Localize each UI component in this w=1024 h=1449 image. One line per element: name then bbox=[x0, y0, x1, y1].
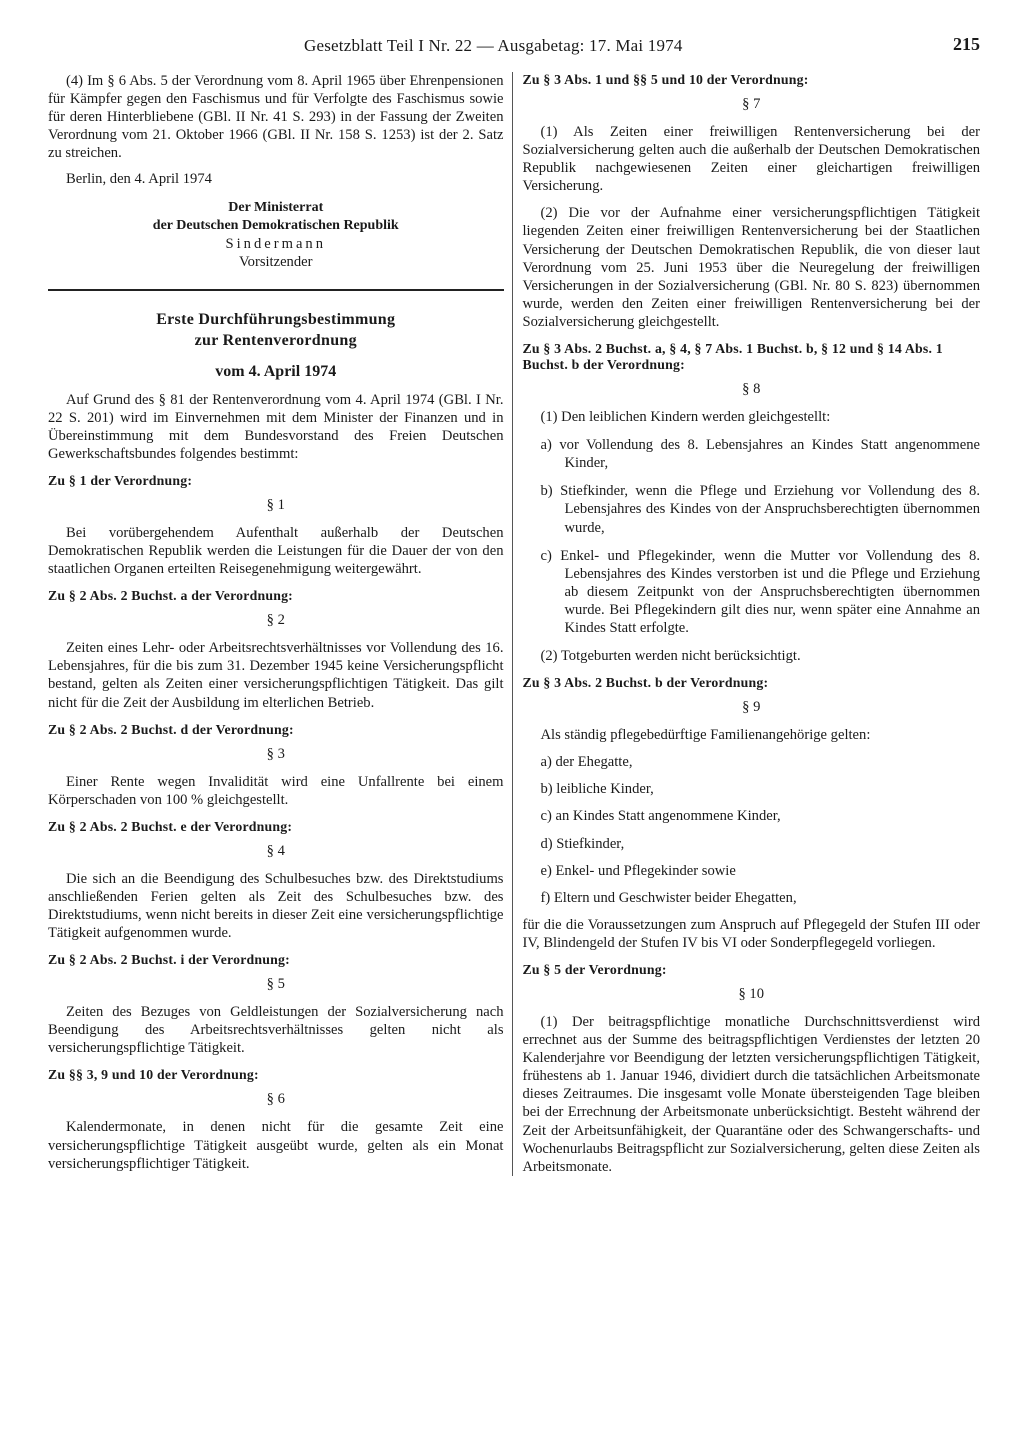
reference-heading-6: Zu §§ 3, 9 und 10 der Verordnung: bbox=[48, 1067, 259, 1083]
reference-heading-10: Zu § 5 der Verordnung: bbox=[522, 962, 667, 977]
section-text-7-1: (1) Als Zeiten einer freiwilligen Rentenversicherung bei der Sozialversicherung gelten auch die außerhalb der Deutschen Demokratischen Republik nachgewiesenen Zeiten einer gleichartigen freiwilligen Versicherung. bbox=[522, 124, 980, 195]
reference-heading-3: Zu § 2 Abs. 2 Buchst. d der Verordnung: bbox=[48, 721, 294, 737]
date-line: Berlin, den 4. April 1974 bbox=[66, 171, 212, 188]
section-number-2: § 2 bbox=[266, 612, 285, 629]
reference-heading-8: Zu § 3 Abs. 2 Buchst. a, § 4, § 7 Abs. 1 Buchst. b, § 12 und § 14 Abs. 1 Buchst. b der Verordnung: bbox=[522, 341, 943, 373]
section-text-8-1: (1) Den leiblichen Kindern werden gleichgestellt: bbox=[540, 409, 831, 426]
running-header: Gesetzblatt Teil I Nr. 22 — Ausgabetag: 17. Mai 1974 bbox=[304, 36, 683, 55]
reference-heading-5: Zu § 2 Abs. 2 Buchst. i der Verordnung: bbox=[48, 952, 290, 968]
section-text-8-2: (2) Totgeburten werden nicht berücksichtigt. bbox=[540, 648, 801, 665]
signature-org-line-1: Der Ministerrat bbox=[228, 199, 324, 215]
section-number-6: § 6 bbox=[266, 1091, 285, 1108]
section-number-3: § 3 bbox=[266, 745, 285, 762]
regulation-title bbox=[48, 309, 504, 381]
two-column-body bbox=[48, 72, 980, 1176]
title-line-1: Erste Durchführungsbestimmung bbox=[156, 310, 396, 328]
section-text-10: (1) Der beitragspflichtige monatliche Durchschnittsverdienst wird errechnet aus der Summe des beitragspflichtigen Verdienstes der letzten 20 Kalenderjahre vor Beendigung der letzten versicherungspflichtigen Tätigkeit, frühestens ab 1. Januar 1946, dividiert durch die tatsächlichen Arbeitsmonate dieses Zeitraumes. Die insgesamt volle Monate übersteigenden Tage bleiben bei der Errechnung der Arbeitsmonate unberücksichtigt. Besteht während der Zeit der Arbeitsunfähigkeit, der Quarantäne oder des Schwangerschafts- und Wochenurlaubs Beitragspflicht zur Sozialversicherung, gelten diese Zeiten als Arbeitsmonate. bbox=[522, 1014, 980, 1175]
section-text-9-end: für die die Voraussetzungen zum Anspruch auf Pflegegeld der Stufen III oder IV, Blindengeld der Stufen IV bis VI oder Sonderpflegegeld vorliegen. bbox=[522, 916, 980, 951]
list-item-8a: a) vor Vollendung des 8. Lebensjahres an Kindes Statt angenommene Kinder, bbox=[540, 437, 980, 472]
section-number-8: § 8 bbox=[742, 381, 761, 398]
reference-heading-7: Zu § 3 Abs. 1 und §§ 5 und 10 der Verordnung: bbox=[522, 72, 809, 87]
section-text-4: Die sich an die Beendigung des Schulbesuches bzw. des Direktstudiums anschließenden Ferien gelten als Zeit des Schulbesuches bzw. des Direktstudiums, wenn nicht bereits in dieser Zeit eine versicherungspflichtige Tätigkeit aufgenommen wurde. bbox=[48, 870, 504, 942]
section-divider bbox=[48, 289, 504, 291]
section-text-6: Kalendermonate, in denen nicht für die gesamte Zeit eine versicherungspflichtige Tätigkeit ausgeübt wurde, gelten als ein Monat versicherungspflichtiger Tätigkeit. bbox=[48, 1119, 504, 1172]
section-number-10: § 10 bbox=[738, 986, 765, 1002]
paragraph-4: (4) Im § 6 Abs. 5 der Verordnung vom 8. April 1965 über Ehrenpensionen für Kämpfer gegen den Faschismus und für Verfolgte des Faschismus sowie für deren Hinterbliebene (GBl. II Nr. 41 S. 293) in der Fassung der Zweiten Verordnung vom 21. Oktober 1966 (GBl. II Nr. 158 S. 1253) ist der 2. Satz zu streichen. bbox=[48, 73, 504, 162]
signature-org-line-2: der Deutschen Demokratischen Republik bbox=[152, 217, 399, 233]
title-date: vom 4. April 1974 bbox=[215, 362, 337, 380]
section-text-3: Einer Rente wegen Invalidität wird eine Unfallrente bei einem Körperschaden von 100 % gleichgestellt. bbox=[48, 773, 504, 808]
list-item-9e: e) Enkel- und Pflegekinder sowie bbox=[540, 862, 736, 879]
page-header bbox=[48, 36, 980, 60]
list-item-9d: d) Stiefkinder, bbox=[540, 835, 625, 852]
section-number-4: § 4 bbox=[266, 842, 285, 859]
section-text-2: Zeiten eines Lehr- oder Arbeitsrechtsverhältnisses vor Vollendung des 16. Lebensjahres, für die bis zum 31. Dezember 1945 keine Versicherungspflicht bestand, gelten als Zeiten einer versicherungspflichtigen Tätigkeit. Das gilt nicht für die Zeit der Ausbildung im elterlichen Betrieb. bbox=[48, 640, 504, 711]
right-column bbox=[512, 72, 981, 1176]
reference-heading-2: Zu § 2 Abs. 2 Buchst. a der Verordnung: bbox=[48, 588, 293, 604]
section-number-5: § 5 bbox=[266, 976, 285, 993]
section-text-1: Bei vorübergehendem Aufenthalt außerhalb der Deutschen Demokratischen Republik werden die Leistungen für die Dauer der von den staatlichen Organen erteilten Reisegenehmigung weitergewährt. bbox=[48, 524, 504, 578]
section-text-9: Als ständig pflegebedürftige Familienangehörige gelten: bbox=[540, 727, 871, 744]
reference-heading-4: Zu § 2 Abs. 2 Buchst. e der Verordnung: bbox=[48, 818, 293, 834]
list-item-9c: c) an Kindes Statt angenommene Kinder, bbox=[540, 808, 781, 825]
signature-name: Sindermann bbox=[225, 235, 327, 252]
list-item-9a: a) der Ehegatte, bbox=[540, 754, 633, 771]
intro-paragraph: Auf Grund des § 81 der Rentenverordnung vom 4. April 1974 (GBl. I Nr. 22 S. 201) wird im Einvernehmen mit dem Minister der Finanzen und in Übereinstimmung mit dem Bundesvorstand des Freien Deutschen Gewerkschaftsbundes folgendes bestimmt: bbox=[48, 391, 504, 462]
list-item-9f: f) Eltern und Geschwister beider Ehegatten, bbox=[540, 889, 797, 906]
section-number-9: § 9 bbox=[742, 699, 761, 716]
list-item-9b: b) leibliche Kinder, bbox=[540, 781, 654, 798]
signature-role: Vorsitzender bbox=[239, 253, 313, 270]
reference-heading-1: Zu § 1 der Verordnung: bbox=[48, 472, 193, 488]
section-text-5: Zeiten des Bezuges von Geldleistungen der Sozialversicherung nach Beendigung des Arbeitsrechtsverhältnisses gelten nicht als versicherungspflichtige Tätigkeit. bbox=[48, 1004, 504, 1057]
section-text-7-2: (2) Die vor der Aufnahme einer versicherungspflichtigen Tätigkeit liegenden Zeiten einer freiwilligen Rentenversicherung bei der Staatlichen Versicherung der Deutschen Demokratischen Republik, die von dieser laut Verordnung vom 25. Juni 1953 über die Neuregelung der freiwilligen Versicherungen in der Sozialversicherung (GBl. Nr. 80 S. 823) übernommen wurde, werden den Zeiten einer freiwilligen Rentenversicherung bei der Sozialversicherung gleichgestellt. bbox=[522, 205, 980, 330]
page-number: 215 bbox=[953, 34, 980, 54]
reference-heading-9: Zu § 3 Abs. 2 Buchst. b der Verordnung: bbox=[522, 675, 769, 691]
left-column bbox=[48, 72, 512, 1176]
title-line-2: zur Rentenverordnung bbox=[194, 331, 357, 349]
list-item-8b: b) Stiefkinder, wenn die Pflege und Erziehung vor Vollendung des 8. Lebensjahres des Kindes von der Anspruchsberechtigten übernommen wurde, bbox=[540, 483, 980, 536]
signature-block bbox=[48, 199, 504, 271]
section-number-1: § 1 bbox=[266, 496, 285, 513]
section-number-7: § 7 bbox=[742, 96, 761, 112]
list-item-8c: c) Enkel- und Pflegekinder, wenn die Mutter vor Vollendung des 8. Lebensjahres des Kindes verstorben ist und die Pflege und Erziehung ab diesem Zeitpunkt von der Anspruchsberechtigten übernommen wurde. Bei Pflegekindern gilt dies nur, wenn später eine Annahme an Kindes Statt erfolgte. bbox=[540, 547, 980, 636]
